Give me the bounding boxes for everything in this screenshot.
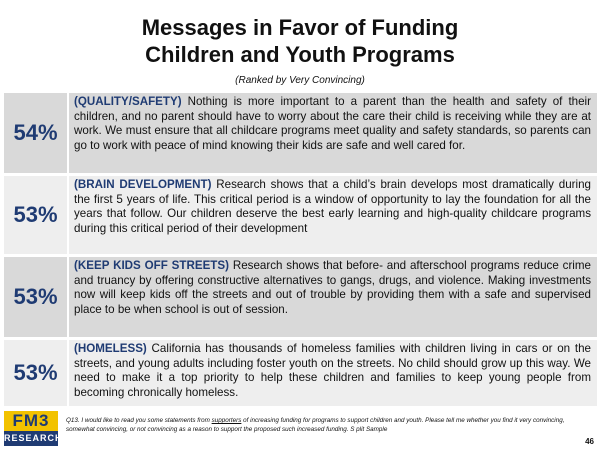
logo-bottom: RESEARCH	[4, 431, 58, 446]
percent-value: 53%	[4, 340, 67, 406]
footnote-part-1: Q13. I would like to read you some statements from	[66, 417, 212, 424]
message-row	[4, 93, 597, 176]
message-tag: (HOMELESS)	[74, 342, 147, 355]
message-tag: (QUALITY/SAFETY)	[74, 95, 182, 108]
message-tag: (BRAIN DEVELOPMENT)	[74, 178, 212, 191]
message-row	[4, 340, 597, 409]
message-row	[4, 257, 597, 340]
message-row	[4, 176, 597, 257]
message-text	[67, 93, 597, 173]
message-body: Nothing is more important to a parent than the health and safety of their children, and no parent should have to worry about the care their child is receiving while they are at work. We must ensure that all childcare programs meet quality and safety standards, so parents can go to work with peace of mind knowing their kids are safe and well cared for.	[74, 95, 591, 152]
message-body: Research shows that before- and afterschool programs reduce crime and truancy by offering constructive alternatives to gangs, drugs, and violence. Making investments now will keep kids off the streets and out of trouble by providing them with a safe and supervised place to be when school is out of session.	[74, 259, 591, 316]
percent-value: 53%	[4, 257, 67, 337]
percent-value: 53%	[4, 176, 67, 254]
message-body: California has thousands of homeless families with children living in cars or on the streets, and young adults including foster youth on the streets. No child should grow up this way. We need to make it a top priority to help these children and families to keep young people from becoming chronically homeless.	[74, 342, 591, 399]
percent-value: 54%	[4, 93, 67, 173]
fm3-logo	[4, 411, 63, 448]
message-text	[67, 257, 597, 337]
subtitle: (Ranked by Very Convincing)	[235, 75, 365, 86]
logo-top: FM3	[4, 411, 58, 431]
footnote-part-2: of increasing funding for programs to support children and youth. Please tell me whether you find it very convincing, somewhat convincing, or not convincing as a reason to support the proposed such increased funding. S plit Sample	[66, 417, 565, 433]
message-tag: (KEEP KIDS OFF STREETS)	[74, 259, 229, 272]
message-text	[67, 340, 597, 406]
question-footnote	[66, 416, 566, 434]
page-number: 46	[585, 437, 594, 446]
message-body: Research shows that a child’s brain develops most dramatically during the first 5 years of life. This critical period is a window of opportunity to lay the foundation for all the years that follow. Our children deserve the best early learning and high-quality childcare programs during this critical period of their development	[74, 178, 591, 235]
title-line-1: Messages in Favor of Funding	[141, 15, 459, 40]
messages-table	[4, 93, 597, 409]
message-text	[67, 176, 597, 254]
footnote-underlined: supporters	[211, 417, 242, 424]
slide-title	[0, 14, 600, 68]
title-line-2: Children and Youth Programs	[145, 42, 455, 67]
